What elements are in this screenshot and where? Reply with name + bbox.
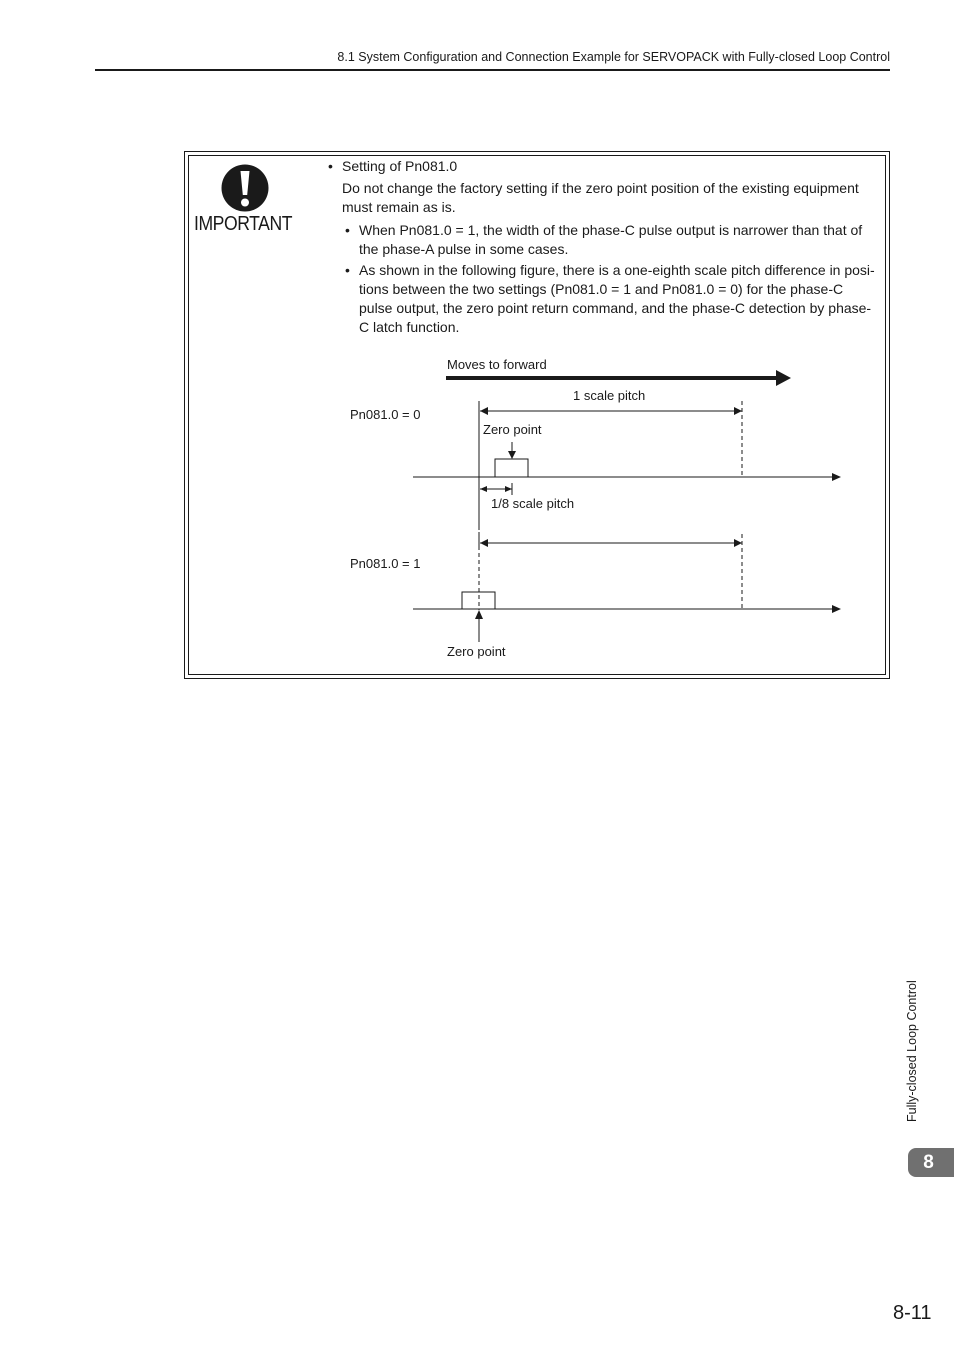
eighth-pitch-arrowhead-left — [480, 486, 487, 492]
scale-pitch-label: 1 scale pitch — [573, 388, 646, 403]
bullet-marker: • — [345, 262, 350, 278]
phase-c-pulse-row1 — [462, 592, 495, 609]
zero-point-arrowhead-row1 — [475, 610, 483, 619]
heading-bullet: • — [328, 158, 333, 174]
section-side-label: Fully-closed Loop Control — [905, 980, 919, 1122]
paragraph-line: must remain as is. — [342, 199, 456, 215]
setting-heading: Setting of Pn081.0 — [342, 158, 458, 174]
pitch-arrowhead-left — [480, 407, 488, 415]
running-header: 8.1 System Configuration and Connection Example for SERVOPACK with Fully-closed Loop Control — [337, 50, 890, 64]
bullet-line: C latch function. — [359, 319, 460, 335]
eighth-scale-pitch-label: 1/8 scale pitch — [491, 496, 575, 511]
bullet-marker: • — [345, 222, 350, 238]
forward-arrowhead — [776, 370, 791, 386]
moves-forward-label: Moves to forward — [447, 357, 547, 372]
phase-c-pulse-row0 — [495, 459, 528, 477]
timing-diagram — [185, 152, 891, 680]
pitch-arrowhead-right — [734, 407, 742, 415]
important-box — [184, 151, 890, 679]
axis-arrowhead-row0 — [832, 473, 841, 481]
eighth-pitch-arrowhead-right — [505, 486, 512, 492]
header-rule — [95, 69, 890, 71]
zero-point-label-bottom: Zero point — [447, 644, 506, 659]
paragraph-line: Do not change the factory setting if the zero point position of the existing equipment — [342, 180, 859, 196]
important-label: IMPORTANT — [194, 213, 293, 235]
axis-arrowhead-row1 — [832, 605, 841, 613]
chapter-tab[interactable]: 8 — [908, 1148, 954, 1177]
zero-point-label-top: Zero point — [483, 422, 542, 437]
page-number: 8-11 — [893, 1302, 932, 1324]
pn081-0-setting-1-label: Pn081.0 = 1 — [350, 556, 421, 571]
bullet-line: the phase-A pulse in some cases. — [359, 241, 569, 257]
zero-point-arrowhead-row0 — [508, 451, 516, 459]
row1-pitch-arrowhead-left — [480, 539, 488, 547]
pn081-0-setting-0-label: Pn081.0 = 0 — [350, 407, 421, 422]
bullet-line: pulse output, the zero point return command, and the phase-C detection by phase- — [359, 300, 872, 316]
bullet-line: As shown in the following figure, there is a one-eighth scale pitch difference in posi- — [359, 262, 875, 278]
row1-pitch-arrowhead-right — [734, 539, 742, 547]
bullet-line: When Pn081.0 = 1, the width of the phase-C pulse output is narrower than that of — [359, 222, 863, 238]
bullet-line: tions between the two settings (Pn081.0 = 1 and Pn081.0 = 0) for the phase-C — [359, 281, 844, 297]
